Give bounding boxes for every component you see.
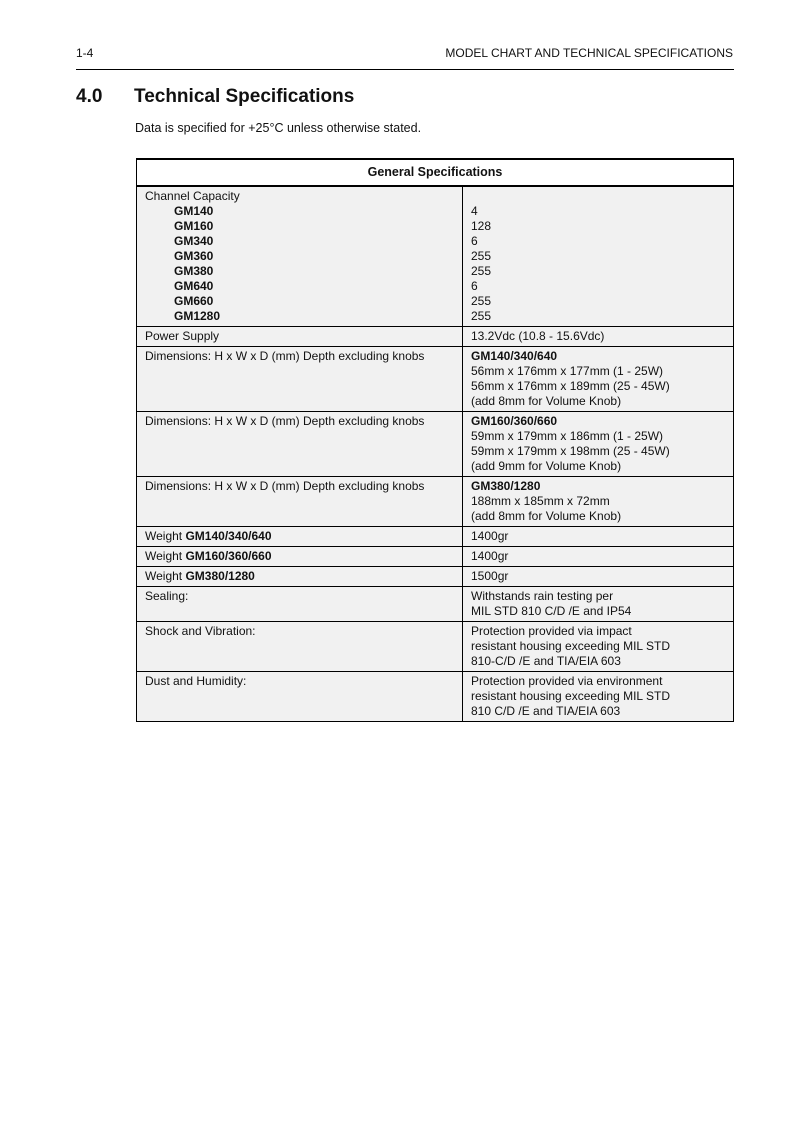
sealing-value-cell (463, 587, 734, 622)
power-supply-label: Power Supply (137, 327, 463, 347)
sealing-line: Withstands rain testing per (471, 589, 614, 603)
shock-line: 810-C/D /E and TIA/EIA 603 (471, 654, 621, 668)
sealing-line: MIL STD 810 C/D /E and IP54 (471, 604, 632, 618)
shock-line: Protection provided via impact (471, 624, 632, 638)
model-name: GM140 (174, 204, 214, 218)
table-row-dust-humidity (137, 672, 734, 722)
channel-capacity-value-cell (463, 186, 734, 327)
dimensions-label: Dimensions: H x W x D (mm) Depth excluding knobs (137, 412, 463, 477)
weight-model: GM160/360/660 (185, 549, 272, 563)
model-name: GM660 (174, 294, 214, 308)
table-row-dimensions-gm380 (137, 477, 734, 527)
dimensions-line: 59mm x 179mm x 198mm (25 - 45W) (471, 444, 670, 458)
dust-label: Dust and Humidity: (137, 672, 463, 722)
model-name: GM360 (174, 249, 214, 263)
dimensions-model: GM160/360/660 (471, 414, 558, 428)
dimensions-value-cell (463, 347, 734, 412)
table-row-dimensions-gm140 (137, 347, 734, 412)
dimensions-label: Dimensions: H x W x D (mm) Depth excluding knobs (137, 347, 463, 412)
table-row-power-supply (137, 327, 734, 347)
dimensions-line: (add 8mm for Volume Knob) (471, 509, 622, 523)
model-name: GM640 (174, 279, 214, 293)
channel-count: 6 (471, 234, 478, 248)
weight-prefix: Weight (145, 529, 186, 543)
power-supply-value: 13.2Vdc (10.8 - 15.6Vdc) (463, 327, 734, 347)
dust-value-cell (463, 672, 734, 722)
dimensions-label: Dimensions: H x W x D (mm) Depth excluding knobs (137, 477, 463, 527)
section-title: Technical Specifications (134, 86, 355, 107)
channel-capacity-label-cell (137, 186, 463, 327)
channel-count: 255 (471, 249, 492, 263)
running-header: MODEL CHART AND TECHNICAL SPECIFICATIONS (445, 46, 733, 60)
weight-prefix: Weight (145, 569, 186, 583)
weight-label (137, 567, 463, 587)
channel-count: 255 (471, 294, 492, 308)
shock-value-cell (463, 622, 734, 672)
channel-count: 6 (471, 279, 478, 293)
dimensions-model: GM140/340/640 (471, 349, 558, 363)
header-rule (76, 69, 734, 70)
intro-text: Data is specified for +25°C unless otherwise stated. (135, 121, 422, 135)
table-row-dimensions-gm160 (137, 412, 734, 477)
dimensions-model: GM380/1280 (471, 479, 541, 493)
weight-value: 1400gr (463, 547, 734, 567)
channel-count: 255 (471, 309, 492, 323)
table-header-row (137, 159, 734, 186)
weight-value: 1400gr (463, 527, 734, 547)
general-specifications-table (136, 158, 734, 722)
dust-line: resistant housing exceeding MIL STD (471, 689, 670, 703)
section-number: 4.0 (76, 86, 103, 107)
dimensions-line: 56mm x 176mm x 177mm (1 - 25W) (471, 364, 664, 378)
table-row-weight-gm380 (137, 567, 734, 587)
channel-capacity-label: Channel Capacity (145, 189, 240, 203)
page-number: 1-4 (76, 46, 94, 60)
weight-label (137, 527, 463, 547)
dust-line: Protection provided via environment (471, 674, 663, 688)
dimensions-line: (add 9mm for Volume Knob) (471, 459, 622, 473)
channel-count: 255 (471, 264, 492, 278)
weight-prefix: Weight (145, 549, 186, 563)
model-name: GM340 (174, 234, 214, 248)
shock-label: Shock and Vibration: (137, 622, 463, 672)
dust-line: 810 C/D /E and TIA/EIA 603 (471, 704, 621, 718)
model-name: GM160 (174, 219, 214, 233)
channel-count: 128 (471, 219, 492, 233)
weight-model: GM140/340/640 (185, 529, 272, 543)
dimensions-line: 56mm x 176mm x 189mm (25 - 45W) (471, 379, 670, 393)
weight-value: 1500gr (463, 567, 734, 587)
dimensions-value-cell (463, 412, 734, 477)
shock-line: resistant housing exceeding MIL STD (471, 639, 670, 653)
table-title: General Specifications (137, 159, 734, 186)
table-row-channel-capacity (137, 186, 734, 327)
model-name: GM1280 (174, 309, 221, 323)
dimensions-value-cell (463, 477, 734, 527)
weight-model: GM380/1280 (185, 569, 255, 583)
weight-label (137, 547, 463, 567)
table-row-sealing (137, 587, 734, 622)
model-name: GM380 (174, 264, 214, 278)
table-row-weight-gm140 (137, 527, 734, 547)
sealing-label: Sealing: (137, 587, 463, 622)
channel-count: 4 (471, 204, 478, 218)
dimensions-line: (add 8mm for Volume Knob) (471, 394, 622, 408)
table-row-shock-vibration (137, 622, 734, 672)
dimensions-line: 59mm x 179mm x 186mm (1 - 25W) (471, 429, 664, 443)
dimensions-line: 188mm x 185mm x 72mm (471, 494, 610, 508)
table-row-weight-gm160 (137, 547, 734, 567)
